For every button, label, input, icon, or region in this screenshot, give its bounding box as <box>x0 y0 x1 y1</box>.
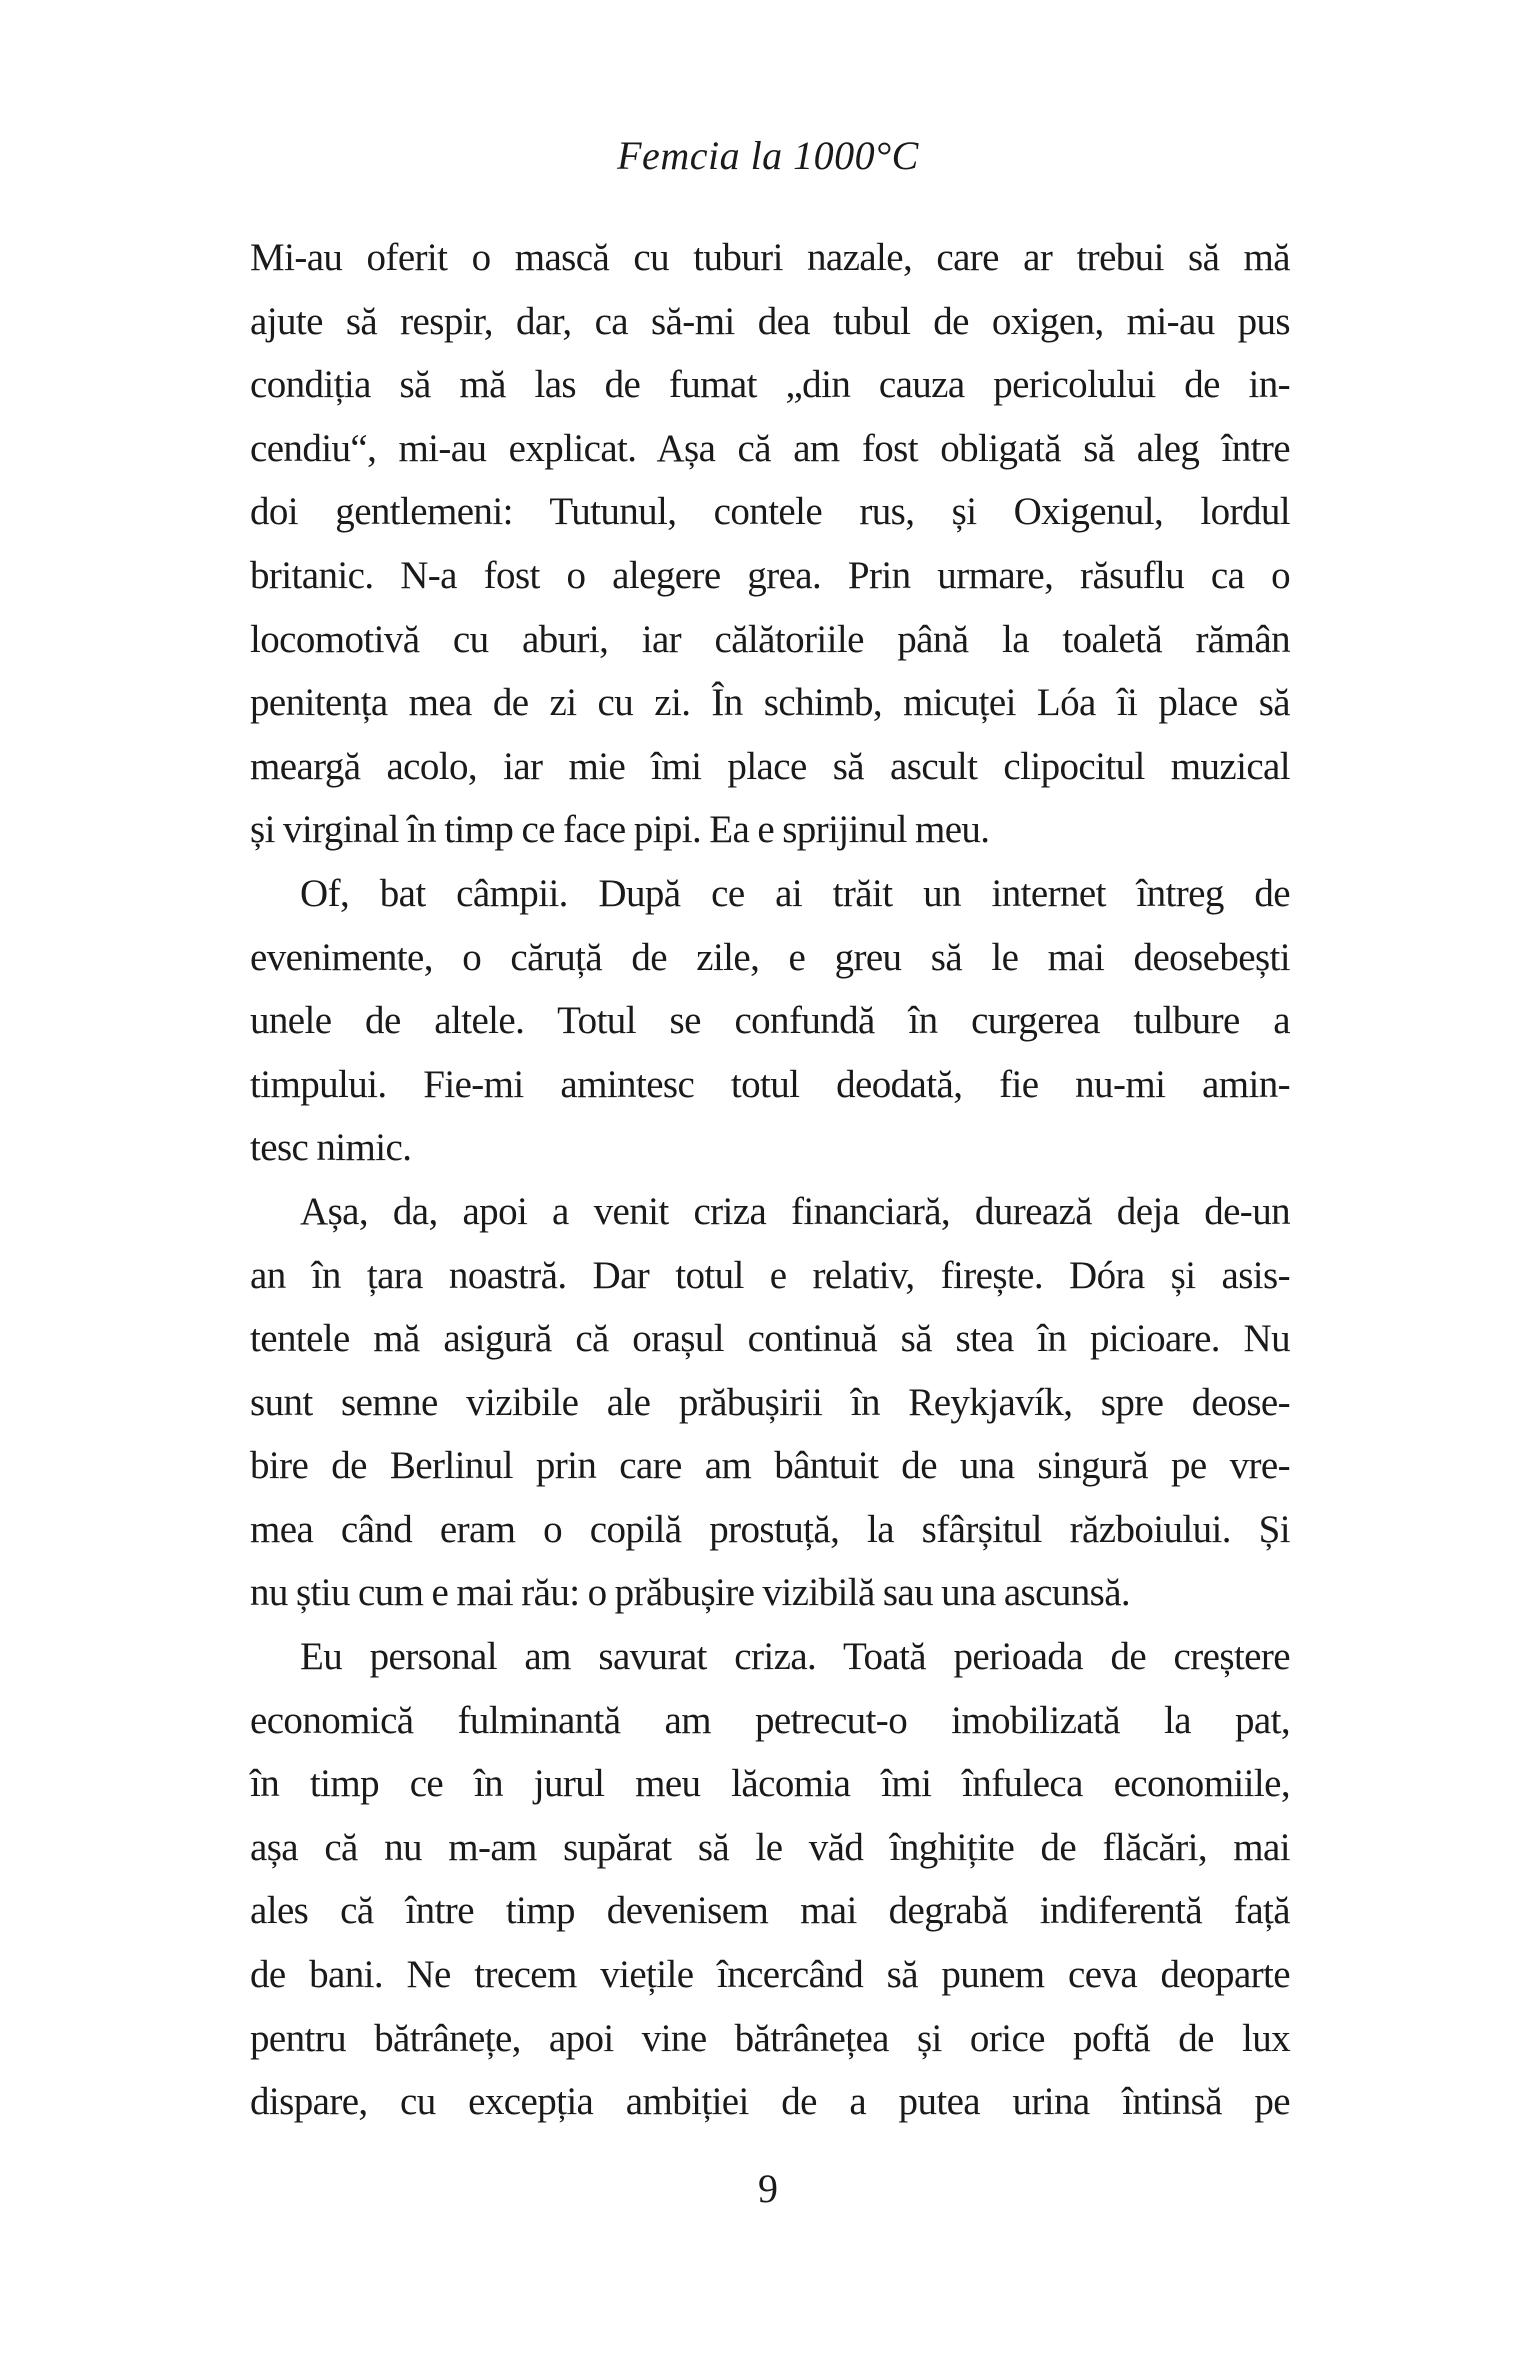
text-line: penitența mea de zi cu zi. În schimb, micuței Lóa îi place să <box>250 681 1290 725</box>
text-line: doi gentlemeni: Tutunul, contele rus, și Oxigenul, lordul <box>250 490 1290 534</box>
text-line: an în țara noastră. Dar totul e relativ, firește. Dóra și asis- <box>250 1253 1290 1297</box>
text-line: condiția să mă las de fumat „din cauza pericolului de in- <box>250 363 1290 407</box>
text-line-paragraph-end: nu știu cum e mai rău: o prăbușire vizibilă sau una ascunsă. <box>250 1571 1131 1615</box>
text-line: bire de Berlinul prin care am bântuit de una singură pe vre- <box>250 1444 1290 1488</box>
body-text <box>250 226 1290 2134</box>
text-line: economică fulminantă am petrecut-o imobilizată la pat, <box>250 1698 1290 1742</box>
running-header-title: Femcia la 1000°C <box>617 133 919 178</box>
text-line-paragraph-start: Of, bat câmpii. După ce ai trăit un internet întreg de <box>300 871 1290 915</box>
text-line: meargă acolo, iar mie îmi place să ascult clipocitul muzical <box>250 744 1290 788</box>
text-line: sunt semne vizibile ale prăbușirii în Reykjavík, spre deose- <box>250 1380 1290 1424</box>
text-line: ales că între timp devenisem mai degrabă indiferentă față <box>250 1889 1290 1933</box>
text-line: de bani. Ne trecem viețile încercând să punem ceva deoparte <box>250 1953 1290 1997</box>
text-line: ajute să respir, dar, ca să-mi dea tubul de oxigen, mi-au pus <box>250 299 1290 343</box>
text-line: Mi-au oferit o mască cu tuburi nazale, care ar trebui să mă <box>250 236 1290 279</box>
text-line: dispare, cu excepția ambiției de a putea urina întinsă pe <box>250 2080 1290 2124</box>
text-line: tentele mă asigură că orașul continuă să stea în picioare. Nu <box>250 1317 1290 1361</box>
text-line: pentru bătrânețe, apoi vine bătrânețea și orice poftă de lux <box>250 2016 1290 2060</box>
text-line: timpului. Fie-mi amintesc totul deodată, fie nu-mi amin- <box>250 1062 1290 1106</box>
text-line: cendiu“, mi-au explicat. Așa că am fost obligată să aleg între <box>250 426 1290 470</box>
text-line: britanic. N-a fost o alegere grea. Prin urmare, răsuflu ca o <box>250 553 1290 597</box>
text-line: locomotivă cu aburi, iar călătoriile până la toaletă rămân <box>250 617 1290 661</box>
text-line-paragraph-start: Așa, da, apoi a venit criza financiară, durează deja de-un <box>300 1189 1290 1233</box>
text-line: mea când eram o copilă prostuță, la sfârșitul războiului. Și <box>250 1507 1290 1551</box>
text-line: unele de altele. Totul se confundă în curgerea tulbure a <box>250 999 1290 1043</box>
text-line-paragraph-end: tesc nimic. <box>250 1126 412 1170</box>
text-line: în timp ce în jurul meu lăcomia îmi înfuleca economiile, <box>250 1762 1290 1806</box>
text-line-paragraph-start: Eu personal am savurat criza. Toată perioada de creștere <box>300 1635 1290 1679</box>
text-line: așa că nu m-am supărat să le văd înghițite de flăcări, mai <box>250 1825 1290 1869</box>
page-number: 9 <box>758 2166 778 2211</box>
text-line-paragraph-end: și virginal în timp ce face pipi. Ea e sprijinul meu. <box>250 808 990 852</box>
text-line: evenimente, o căruță de zile, e greu să le mai deosebești <box>250 935 1290 979</box>
